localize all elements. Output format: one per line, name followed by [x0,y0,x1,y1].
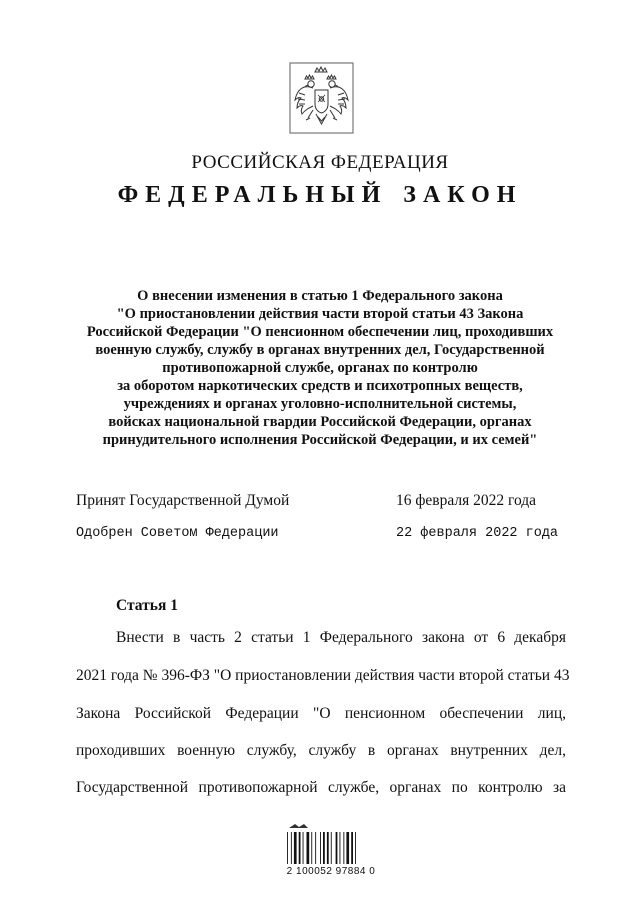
article-text-line: Внести в часть 2 статьи 1 Федерального закона от 6 декабря [116,629,566,646]
barcode-bar [307,832,310,864]
law-type-heading [0,182,640,209]
title-line: "О приостановлении действия части второй статьи 43 Закона [116,306,524,322]
barcode-bar [331,832,332,864]
barcode-bar [327,832,329,864]
article-text-line: 2021 года № 396-ФЗ "О приостановлении действия части второй статьи 43 [76,667,570,684]
barcode-bar [287,832,288,864]
barcode-bar [303,832,304,864]
barcode-bar [340,832,341,864]
barcode-number: 2 100052 97884 0 [286,866,376,877]
barcode-bar [346,832,349,864]
barcode-bar [320,832,321,864]
barcode-bar [351,832,353,864]
coat-of-arms-emblem [289,62,354,134]
adoption-council-date: 22 февраля 2022 года [396,526,559,541]
title-line: принудительного исполнения Российской Федерации, и их семей" [102,432,538,448]
barcode-bar [291,832,292,864]
title-line: военную службу, службу в органах внутренних дел, Государственной [95,342,545,358]
law-type-word-2: ЗАКОН [403,182,523,208]
barcode-bar [311,832,312,864]
title-line: Российской Федерации "О пенсионном обеспечении лиц, проходивших [86,324,554,340]
barcode-bar [336,832,338,864]
adoption-council-label: Одобрен Советом Федерации [76,526,279,541]
barcode-stamp-mark [289,824,308,828]
title-line: учреждениях и органах уголовно-исполнительной системы, [123,396,517,412]
article-text-line: Государственной противопожарной службе, органах по контролю за [76,779,566,796]
barcode-bar [355,832,356,864]
adoption-duma-label: Принят Государственной Думой [76,492,290,509]
barcode-bar [323,832,325,864]
barcode-bar [343,832,344,864]
adoption-council-row [76,526,566,541]
adoption-duma-row [76,492,566,510]
law-type-word-1: ФЕДЕРАЛЬНЫЙ [117,182,388,208]
article-text-line: проходивших военную службу, службу в органах внутренних дел, [76,742,566,759]
country-name: РОССИЙСКАЯ ФЕДЕРАЦИЯ [191,152,449,173]
article-heading: Статья 1 [116,597,178,614]
adoption-duma-date: 16 февраля 2022 года [396,492,537,509]
title-line: за оборотом наркотических средств и психотропных веществ, [117,378,523,394]
barcode-bar [315,832,316,864]
title-line: О внесении изменения в статью 1 Федерального закона [137,288,503,304]
barcode-bar [294,832,297,864]
barcode-bar [299,832,301,864]
law-title [60,287,580,449]
article-text-line: Закона Российской Федерации "О пенсионном обеспечении лиц, [76,705,566,722]
title-line: войсках национальной гвардии Российской Федерации, органах [108,414,532,430]
title-line: противопожарной службе, органах по контролю [162,360,478,376]
